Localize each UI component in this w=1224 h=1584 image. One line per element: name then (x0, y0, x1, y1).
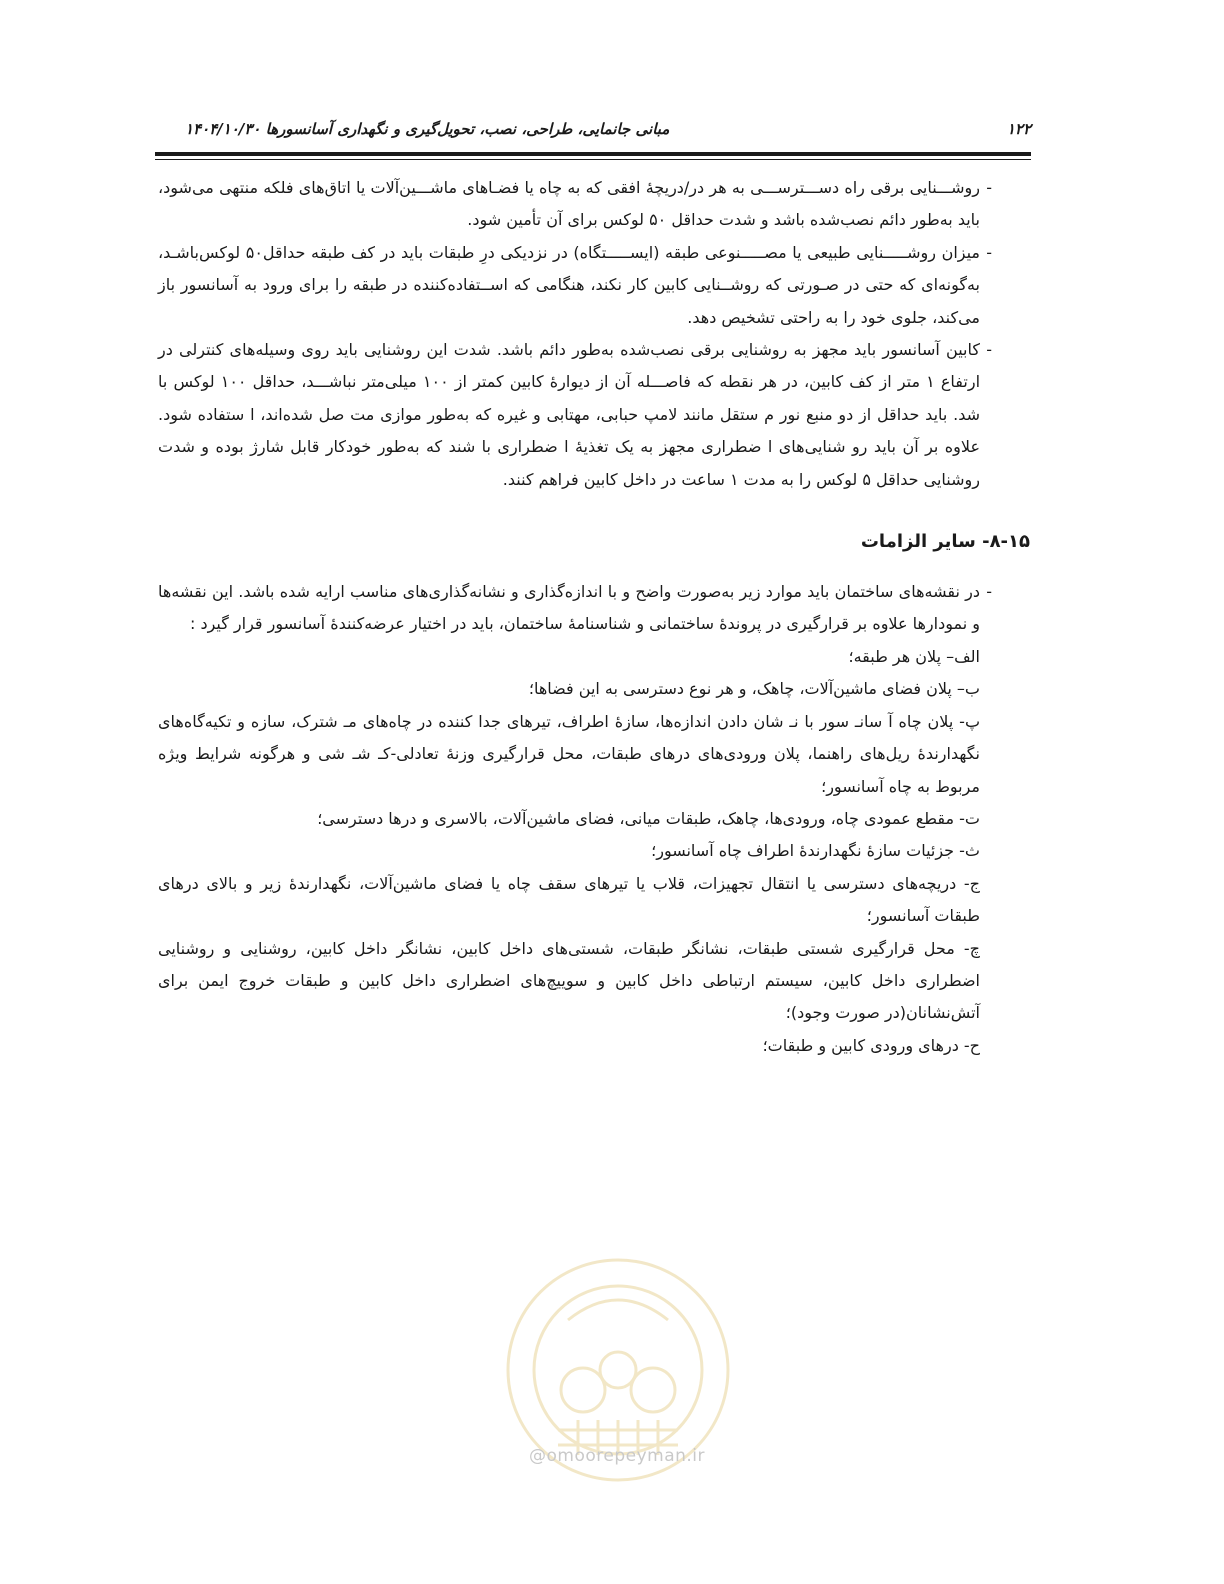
bullet-item (158, 576, 1030, 641)
header-date: ۱۴۰۴/۱۰/۳۰ (185, 120, 261, 138)
drawing-requirements-list (158, 641, 1030, 1062)
bullet-dash: - (986, 582, 992, 602)
list-item: ب– پلان فضای ماشین‌آلات، چاهک، و هر نوع دسترسی به این فضاها؛ (528, 679, 980, 699)
list-item: ت- مقطع عمودی چاه، ورودی‌ها، چاهک، طبقات میانی، فضای ماشین‌آلات، بالاسری و درها دسترسی؛ (317, 808, 980, 828)
running-title (155, 120, 669, 138)
book-title: مبانی جانمایی، طراحی، نصب، تحویل‌گیری و نگهداری آسانسورها (265, 120, 670, 138)
list-item: چ- محل قرارگیری شستی طبقات، نشانگر طبقات، شستی‌های داخل کابین، نشانگر داخل کابین، روشنایی و روشنایی اضطراری داخل کابین، سیستم ارتباطی داخل کابین و سوییچ‌های اضطراری داخل کابین و طبقات خروج ایمن برای آتش‌نشانان(در صورت وجود)؛ (158, 938, 980, 1023)
bullet-item (158, 237, 1030, 334)
lighting-bullets (158, 172, 1030, 496)
bullet-item (158, 334, 1030, 496)
drawings-bullets (158, 576, 1030, 641)
header-rule-thick (155, 152, 1031, 156)
page-header (155, 120, 1031, 150)
bullet-dash: - (986, 340, 992, 360)
bullet-dash: - (986, 242, 992, 262)
list-item: ج- دریچه‌های دسترسی یا انتقال تجهیزات، قلاب یا تیرهای سقف چاه یا فضای ماشین‌آلات، نگهدارندهٔ زیر و بالای درهای طبقات آسانسور؛ (158, 873, 980, 926)
list-item: ح- درهای ورودی کابین و طبقات؛ (762, 1035, 980, 1055)
watermark-site-text: @omoorepeyman.ir (528, 1446, 706, 1466)
list-item: پ- پلان چاه آ سانـ سور با نـ شان دادن اندازه‌ها، سازهٔ اطراف، تیرهای جدا کننده در چاه‌های مـ شترک، سازه و تکیه‌گاه‌های نگهدارندهٔ ریل‌های راهنما، پلان ورودی‌های درهای طبقات، محل قرارگیری وزنهٔ تعادلی-کـ شـ شی و هرگونه شرایط ویژه مربوط به چاه آسانسور؛ (158, 711, 980, 796)
bullet-item (158, 172, 1030, 237)
bullet-text: کابین آسانسور باید مجهز به روشنایی برقی نصب‌شده به‌طور دائم باشد. شدت این روشنایی باید روی وسیله‌های کنترلی در ارتفاع ۱ متر از کف کابین، در هر نقطه که فاصـــله آن از دیوارهٔ کابین کمتر از ۱۰۰ میلی‌متر نباشـــد، حداقل ۱۰۰ لوکس با شد. باید حداقل از دو منبع نور م ستقل مانند لامپ حبابی، مهتابی و غیره که به‌طور موازی مت صل شده‌اند، ا ستفاده شود. علاوه بر آن باید رو شنایی‌های ا ضطراری مجهز به یک تغذیهٔ ا ضطراری با شند که به‌طور خودکار قابل شارژ بوده و شدت روشنایی حداقل ۵ لوکس را به مدت ۱ ساعت در داخل کابین فراهم کنند. (158, 340, 981, 489)
bullet-dash: - (986, 178, 992, 197)
list-item: ث- جزئیات سازهٔ نگهدارندهٔ اطراف چاه آسانسور؛ (651, 841, 980, 861)
header-rule-thin (155, 159, 1031, 160)
list-item: الف– پلان هر طبقه؛ (848, 646, 980, 666)
bullet-text: میزان روشـــــنایی طبیعی یا مصـــــنوعی طبقه (ایســـــتگاه) در نزدیکی درِ طبقات باید در کف طبقه حداقل۵۰ لوکس‌باشـد، به‌گونه‌ای که حتی در صـورتی که روشــنایی کابین کار نکند، هنگامی که اســتفاده‌کننده در طبقه را برای ورود به آسانسور باز می‌کند، جلوی خود را به راحتی تشخیص دهد. (158, 242, 981, 327)
page-body (158, 172, 1030, 1062)
page-number: ۱۲۲ (1006, 120, 1031, 138)
bullet-text: در نقشه‌های ساختمان باید موارد زیر به‌صورت واضح و با اندازه‌گذاری و نشانه‌گذاری‌های مناسب ارایه شده باشد. این نقشه‌ها و نمودارها علاوه بر قرارگیری در پروندهٔ ساختمانی و شناسنامهٔ ساختمان، باید در اختیار عرضه‌کنندهٔ آسانسور قرار گیرد : (158, 582, 980, 634)
section-heading: ۸-۱۵- سایر الزامات (860, 531, 1030, 553)
bullet-text: روشـــنایی برقی راه دســـترســـی به هر در/دریچهٔ افقی که به چاه یا فضـاهای ماشـــین‌آلات یا اتاق‌های فلکه منتهی می‌شود، باید به‌طور دائم نصب‌شده باشد و شدت حداقل ۵۰ لوکس برای آن تأمین شود. (158, 178, 980, 230)
